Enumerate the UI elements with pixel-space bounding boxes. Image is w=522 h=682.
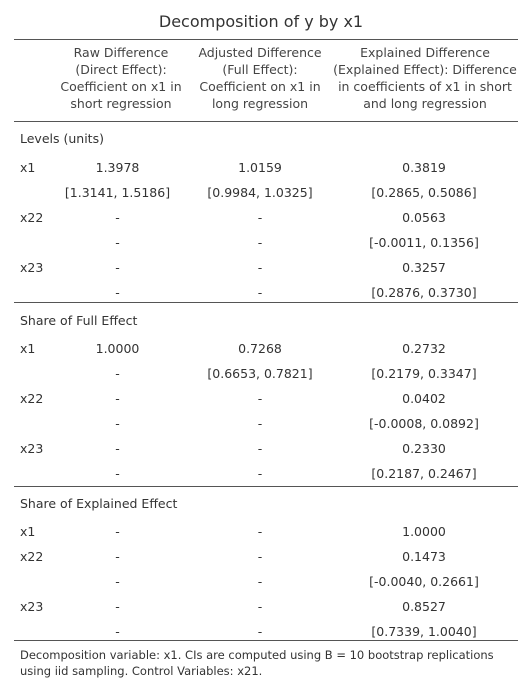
row-label: x22: [20, 210, 44, 225]
row-label: x23: [20, 260, 44, 275]
table-cell: -: [257, 524, 263, 539]
table-cell: [-0.0011, 0.1356]: [369, 235, 479, 250]
table-cell: 0.7268: [238, 341, 282, 356]
table-cell: -: [257, 416, 263, 431]
header-rule: [14, 121, 518, 122]
top-rule: [14, 39, 518, 40]
table-cell: 0.2330: [402, 441, 446, 456]
row-label: x1: [20, 160, 36, 175]
row-label: x1: [20, 341, 36, 356]
table-cell: -: [115, 549, 120, 564]
table-cell: -: [257, 391, 263, 406]
table-cell: 0.0402: [402, 391, 446, 406]
table-cell: -: [257, 285, 263, 300]
table-cell: -: [115, 599, 120, 614]
header-raw-difference: Raw Difference (Direct Effect): Coefficient on x1 in short regression: [60, 45, 182, 111]
table-cell: [0.2179, 0.3347]: [371, 366, 477, 381]
table-cell: -: [257, 210, 263, 225]
table-cell: 0.2732: [402, 341, 446, 356]
row-label: x22: [20, 391, 44, 406]
header-adjusted-difference: Adjusted Difference (Full Effect): Coefficient on x1 in long regression: [198, 45, 322, 111]
table-cell: [0.7339, 1.0040]: [371, 624, 477, 639]
table-cell: [-0.0040, 0.2661]: [369, 574, 479, 589]
row-label: x22: [20, 549, 44, 564]
table-cell: -: [115, 524, 120, 539]
table-cell: [0.9984, 1.0325]: [207, 185, 313, 200]
table-cell: 1.0000: [95, 341, 140, 356]
bottom-rule: [14, 640, 518, 641]
table-cell: 0.8527: [402, 599, 446, 614]
table-title: Decomposition of y by x1: [158, 12, 364, 31]
table-cell: 0.3257: [402, 260, 446, 275]
table-cell: [0.6653, 0.7821]: [207, 366, 313, 381]
table-cell: [0.2865, 0.5086]: [371, 185, 477, 200]
section-label: Share of Explained Effect: [20, 496, 178, 511]
table-cell: -: [115, 260, 120, 275]
table-cell: -: [115, 624, 120, 639]
table-cell: 0.3819: [402, 160, 446, 175]
table-footnote: Decomposition variable: x1. CIs are computed using B = 10 bootstrap replications using iid sampling. Control Variables: x21.: [20, 648, 494, 678]
table-cell: -: [115, 210, 120, 225]
table-cell: -: [257, 549, 263, 564]
table-cell: -: [115, 235, 120, 250]
table-cell: -: [257, 260, 263, 275]
row-label: x23: [20, 441, 44, 456]
table-cell: -: [115, 574, 120, 589]
table-cell: [0.2187, 0.2467]: [371, 466, 477, 481]
table-cell: -: [257, 235, 263, 250]
table-cell: 0.0563: [402, 210, 446, 225]
table-cell: [0.2876, 0.3730]: [371, 285, 477, 300]
table-cell: -: [257, 599, 263, 614]
table-cell: -: [257, 441, 263, 456]
table-cell: -: [115, 466, 120, 481]
section-label: Share of Full Effect: [20, 313, 138, 328]
section-rule: [14, 302, 518, 303]
row-label: x23: [20, 599, 44, 614]
table-cell: 1.0159: [238, 160, 282, 175]
table-cell: -: [257, 624, 263, 639]
table-cell: -: [115, 391, 120, 406]
table-cell: 1.3978: [95, 160, 140, 175]
header-explained-difference: Explained Difference (Explained Effect): Difference in coefficients of x1 in short and long regression: [333, 45, 517, 111]
table-cell: [1.3141, 1.5186]: [64, 185, 171, 200]
table-cell: -: [115, 441, 120, 456]
table-cell: 0.1473: [402, 549, 446, 564]
row-label: x1: [20, 524, 36, 539]
table-cell: -: [115, 366, 120, 381]
table-cell: -: [257, 466, 263, 481]
table-cell: -: [115, 285, 120, 300]
section-label: Levels (units): [20, 131, 104, 146]
table-cell: -: [115, 416, 120, 431]
table-cell: [-0.0008, 0.0892]: [369, 416, 479, 431]
table-cell: -: [257, 574, 263, 589]
section-rule: [14, 486, 518, 487]
table-cell: 1.0000: [402, 524, 446, 539]
